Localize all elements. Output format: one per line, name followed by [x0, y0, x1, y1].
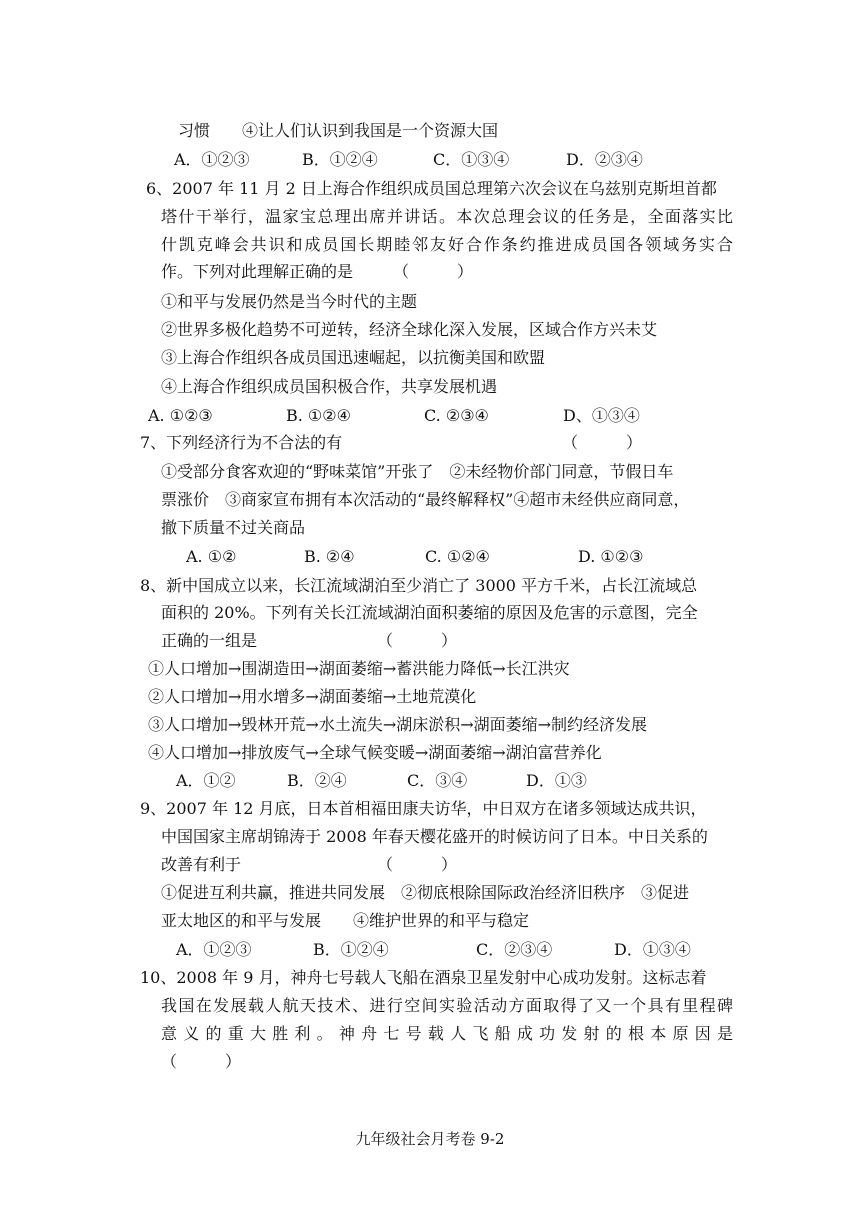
q8-item-2: ②人口增加→用水增多→湖面萎缩→土地荒漠化	[148, 687, 477, 706]
q9-option-a: A．①②③	[176, 940, 252, 959]
q8-item-1: ①人口增加→围湖造田→湖面萎缩→蓄洪能力降低→长江洪灾	[148, 659, 570, 678]
q5-option-b: B．①②④	[302, 150, 378, 169]
q7-option-a: A. ①②	[186, 547, 237, 566]
q7-stem: 7、下列经济行为不合法的有	[140, 433, 343, 452]
q7-option-b: B. ②④	[304, 547, 355, 566]
q7-line-2: 票涨价 ③商家宣布拥有本次活动的“最终解释权”④超市未经供应商同意，	[161, 490, 690, 509]
q6-stem-line-1: 6、2007 年 11 月 2 日上海合作组织成员国总理第六次会议在乌兹别克斯坦首都	[146, 179, 717, 198]
q5-option-a: A．①②③	[174, 150, 250, 169]
q8-item-4: ④人口增加→排放废气→全球气候变暖→湖面萎缩→湖泊富营养化	[148, 743, 602, 762]
q6-item-3: ③上海合作组织各成员国迅速崛起，以抗衡美国和欧盟	[161, 348, 546, 367]
q6-stem-line-4: 作。下列对此理解正确的是 （ ）	[161, 262, 474, 281]
q5-option-c: C．①③④	[433, 150, 510, 169]
q6-stem-line-2: 塔什干举行，温家宝总理出席并讲话。本次总理会议的任务是，全面落实比	[161, 207, 733, 226]
q9-stem-line-2: 中国国家主席胡锦涛于 2008 年春天樱花盛开的时候访问了日本。中日关系的	[161, 827, 708, 846]
q7-answer-paren: （ ）	[562, 433, 643, 452]
q6-item-4: ④上海合作组织成员国积极合作，共享发展机遇	[161, 377, 498, 396]
q8-stem-line-2: 面积的 20%。下列有关长江流域湖泊面积萎缩的原因及危害的示意图，完全	[161, 603, 698, 622]
q9-stem-line-1: 9、2007 年 12 月底，日本首相福田康夫访华，中日双方在诸多领域达成共识，	[140, 799, 707, 818]
q9-option-d: D．①③④	[614, 940, 691, 959]
q8-option-c: C．③④	[407, 771, 468, 790]
q10-answer-paren: （ ）	[161, 1052, 242, 1071]
q7-option-d: D. ①②③	[578, 547, 644, 566]
q10-stem-line-3: 意义的重大胜利。神舟七号载人飞船成功发射的根本原因是	[161, 1024, 733, 1043]
q6-option-d: D、①③④	[563, 406, 640, 425]
q10-stem-line-1: 10、2008 年 9 月，神舟七号载人飞船在酒泉卫星发射中心成功发射。这标志着	[140, 968, 707, 987]
q10-stem-line-2: 我国在发展载人航天技术、进行空间实验活动方面取得了又一个具有里程碑	[161, 996, 733, 1015]
q6-option-b: B. ①②④	[286, 406, 351, 425]
q5-option-d: D．②③④	[566, 150, 643, 169]
q9-stem-line-3: 改善有利于 （ ）	[161, 855, 458, 874]
q6-option-a: A. ①②③	[148, 406, 213, 425]
q7-option-c: C. ①②④	[425, 547, 490, 566]
q5-tail: 习惯 ④让人们认识到我国是一个资源大国	[178, 121, 499, 140]
q6-stem-line-3: 什凯克峰会共识和成员国长期睦邻友好合作条约推进成员国各领域务实合	[161, 235, 733, 254]
page-footer: 九年级社会月考卷 9-2	[355, 1130, 505, 1148]
q8-stem-line-1: 8、新中国成立以来，长江流域湖泊至少消亡了 3000 平方千米，占长江流域总	[140, 576, 698, 595]
q7-line-1: ①受部分食客欢迎的“野味菜馆”开张了 ②未经物价部门同意，节假日车	[161, 462, 674, 481]
q8-option-a: A．①②	[176, 771, 236, 790]
q9-option-c: C．②③④	[476, 940, 553, 959]
q6-item-2: ②世界多极化趋势不可逆转，经济全球化深入发展，区域合作方兴未艾	[161, 320, 658, 339]
q8-item-3: ③人口增加→毁林开荒→水土流失→湖床淤积→湖面萎缩→制约经济发展	[148, 715, 648, 734]
q9-item-line-1: ①促进互利共赢，推进共同发展 ②彻底根除国际政治经济旧秩序 ③促进	[161, 883, 690, 902]
q8-option-b: B．②④	[287, 771, 347, 790]
q6-item-1: ①和平与发展仍然是当今时代的主题	[161, 292, 418, 311]
q9-option-b: B．①②④	[313, 940, 389, 959]
q7-line-3: 撤下质量不过关商品	[161, 518, 306, 537]
q9-item-line-2: 亚太地区的和平与发展 ④维护世界的和平与稳定	[161, 911, 530, 930]
q8-stem-line-3: 正确的一组是 （ ）	[161, 631, 458, 650]
q6-option-c: C. ②③④	[424, 406, 489, 425]
q8-option-d: D．①③	[526, 771, 587, 790]
